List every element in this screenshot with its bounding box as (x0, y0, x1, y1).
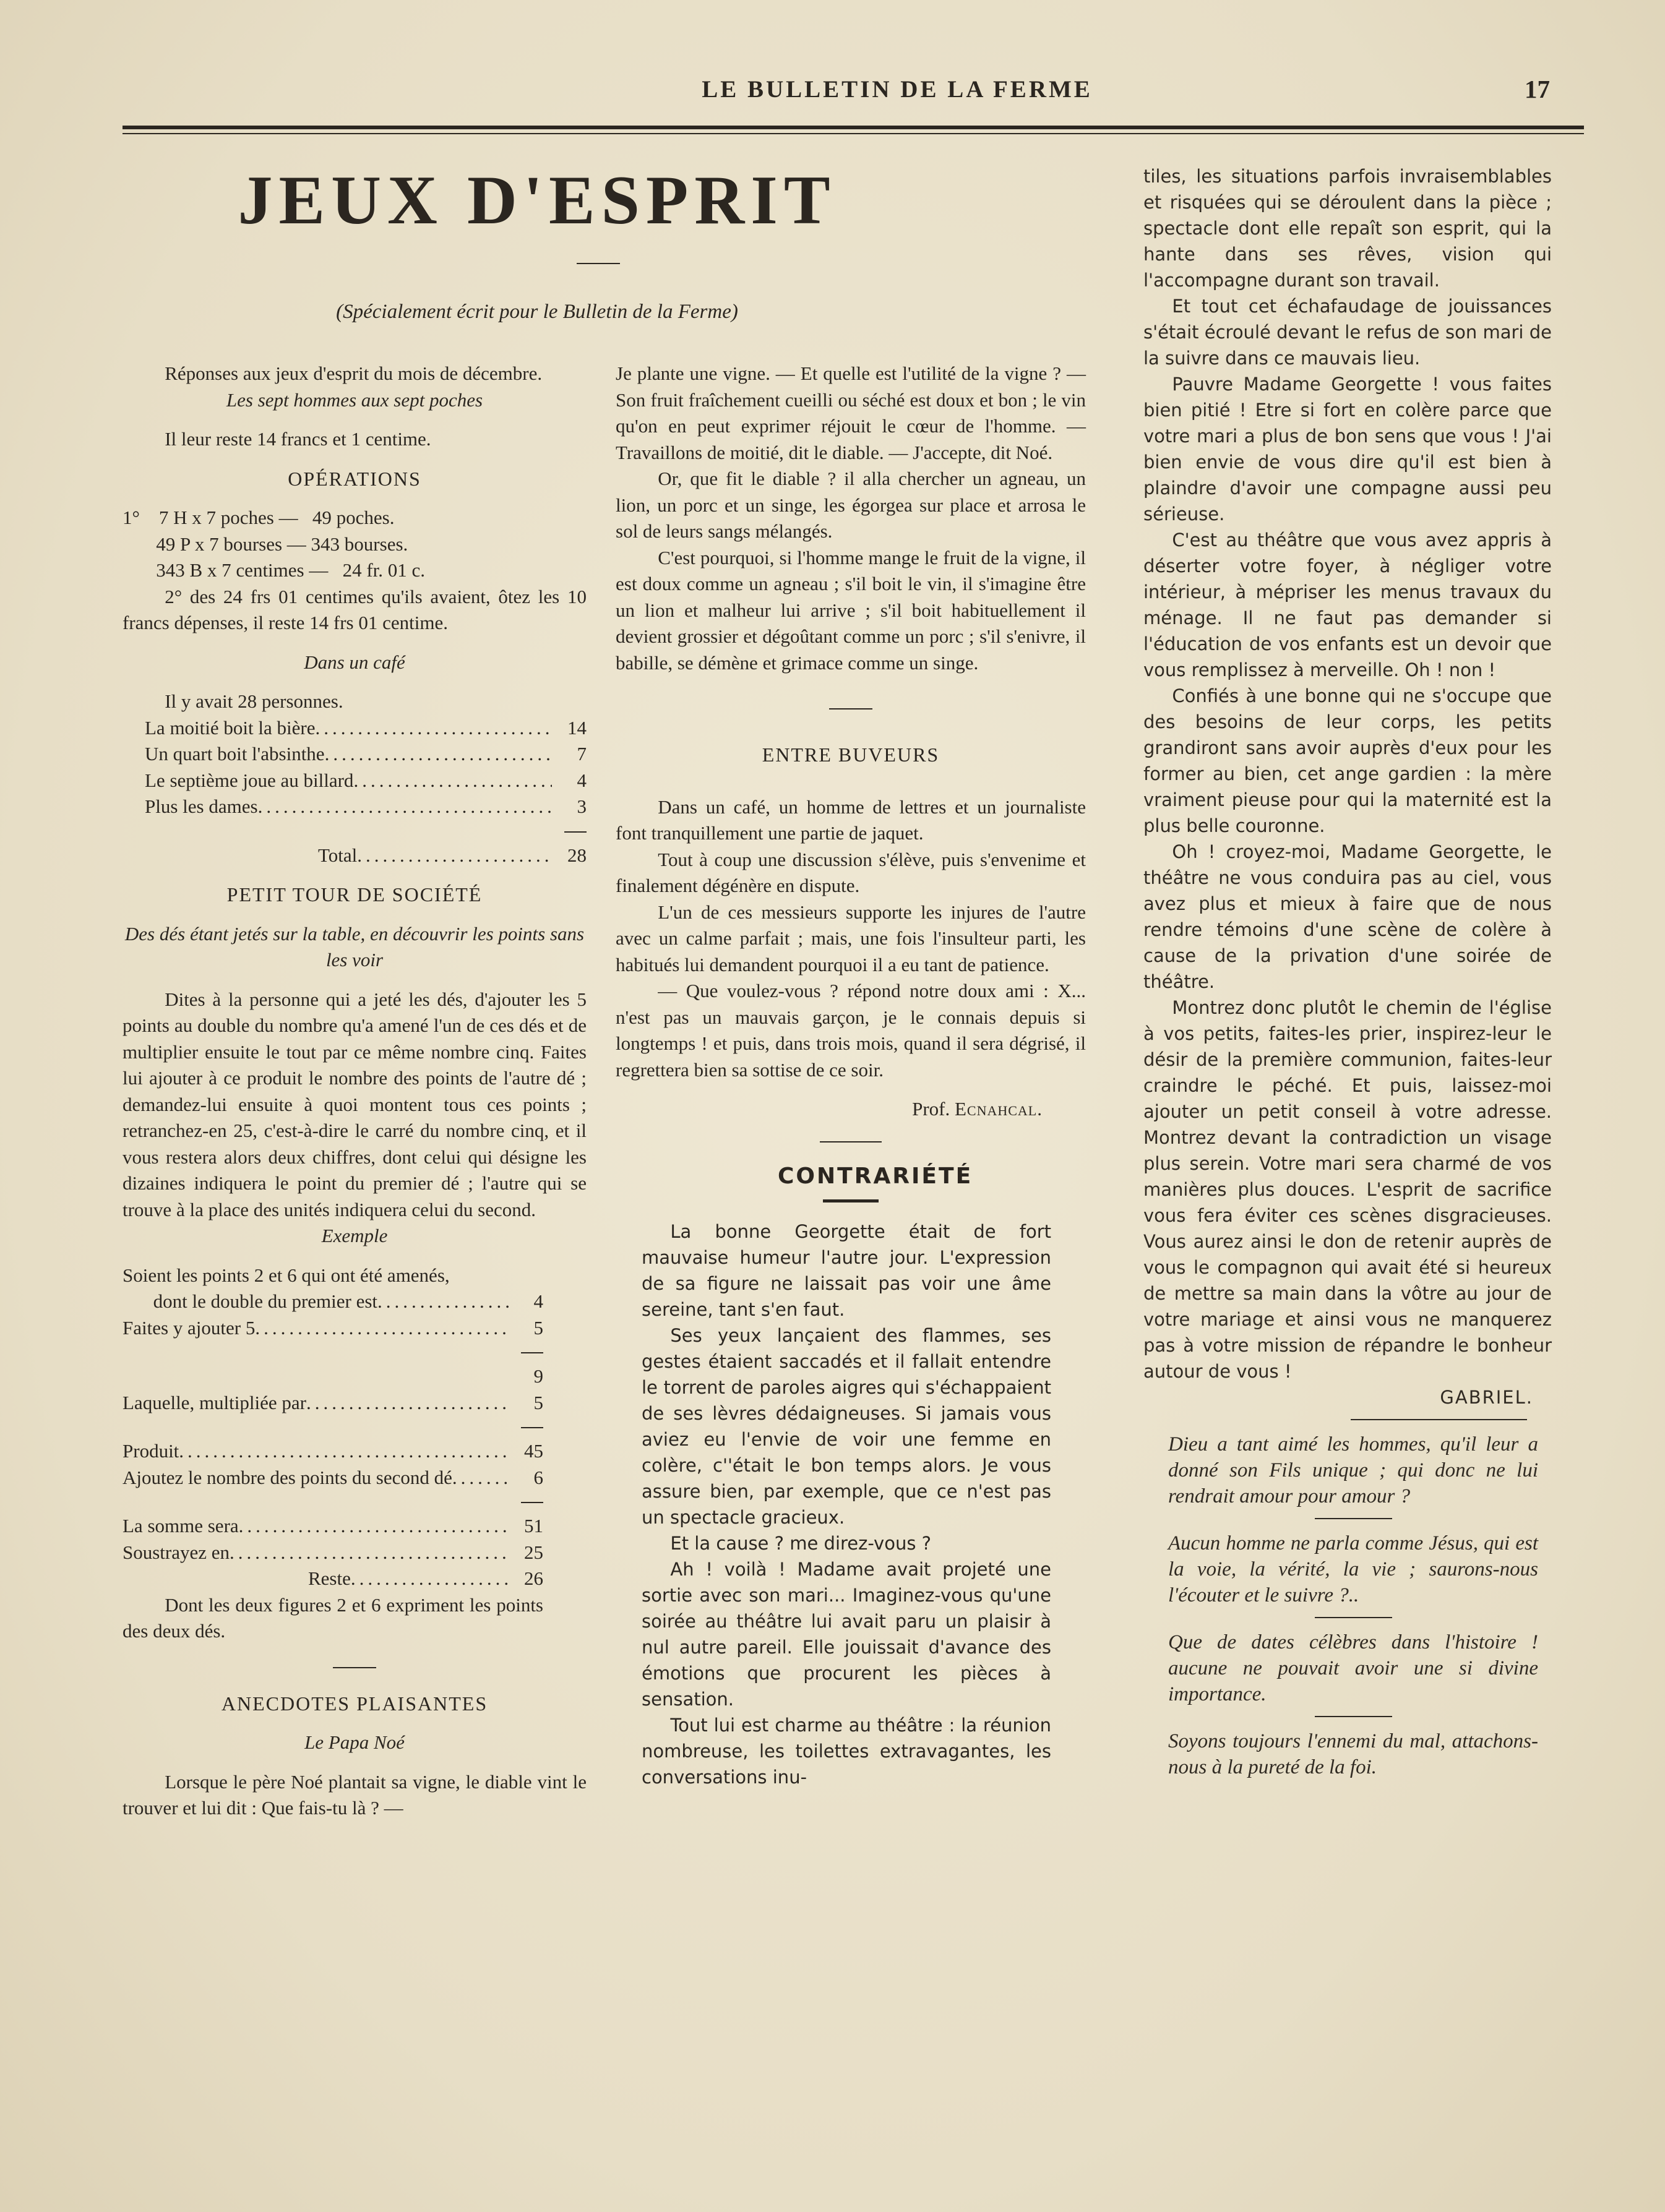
ledger-value: 45 (524, 1440, 543, 1462)
ledger-value: 25 (524, 1541, 543, 1563)
spacer (123, 492, 587, 505)
spacer (616, 768, 1086, 794)
ledger-value: 14 (567, 716, 587, 739)
contrariete-continued: Pauvre Madame Georgette ! vous faites bien pitié ! Etre si fort en colère parce que votre mari a plus de bon sens que vous ! J'ai bien envie de vous dire qu'il est bien à plaindre d'avoir une compagne aussi peu sérieuse. (1143, 374, 1552, 525)
buveurs-heading: ENTRE BUVEURS (762, 744, 940, 766)
contrariete-continued: Confiés à une bonne qui ne s'occupe que des besoins de leur corps, les petits grandiront sans avoir auprès d'eux pour les former au bien, cet ange gardien : la mère vraiment pieuse pour qui la maternité est la plus belle couronne. (1143, 685, 1552, 836)
quote: Aucun homme ne parla comme Jésus, qui est la voie, la vérité, la vie ; saurons-nous l'écouter et le suivre ?.. (1168, 1532, 1538, 1606)
heading-underline (823, 1199, 879, 1202)
contrariete-paragraph: Ah ! voilà ! Madame avait projeté une sortie avec son mari... Imaginez-vous qu'une soirée au théâtre lui avait paru un plaisir à nul autre pareil. Elle jouissait d'avance des émotions que procurent les pièces à sensation. (642, 1559, 1051, 1710)
contrariete-paragraph: Et la cause ? me direz-vous ? (670, 1533, 932, 1554)
pious-quotes (1143, 1431, 1552, 1780)
ledger-label: Total (318, 844, 358, 866)
section-divider (820, 1141, 882, 1142)
ledger-value: 4 (577, 769, 587, 791)
ledger-label: La moitié boit la bière (145, 716, 316, 739)
ledger-label: Un quart boit l'absinthe (145, 743, 325, 765)
quote: Que de dates célèbres dans l'histoire ! aucune ne pouvait avoir une si divine importance. (1168, 1631, 1538, 1705)
masthead-byline: (Spécialement écrit pour le Bulletin de la Ferme) (336, 301, 738, 323)
quote-divider (1315, 1518, 1392, 1519)
ledger-row (123, 1363, 543, 1390)
author-credit (616, 1096, 1086, 1123)
cafe-intro: Il y avait 28 personnes. (165, 690, 343, 712)
quote: Soyons toujours l'ennemi du mal, attachons-nous à la pureté de la foi. (1168, 1730, 1538, 1778)
author-signature: GABRIEL. (1440, 1387, 1533, 1408)
anecdote-continued-3: C'est pourquoi, si l'homme mange le fruit de la vigne, il est doux comme un agneau ; s'il boit le vin, il s'imagine être un lion et malheur lui arrive ; s'il boit habituellement il devient grossier et dégoûtant comme un porc ; s'il s'enivre, il babille, se démène et grimace comme un singe. (616, 546, 1086, 674)
spacer (123, 868, 587, 881)
buveurs-paragraph: Dans un café, un homme de lettres et un journaliste font tranquillement une partie de jaquet. (616, 795, 1086, 844)
answers-intro: Réponses aux jeux d'esprit du mois de décembre. (165, 362, 543, 384)
quote-divider (1315, 1716, 1392, 1717)
ledger-label: Plus les dames (145, 795, 258, 817)
contrariete-continued: Et tout cet échafaudage de jouissances s'était écroulé devant le refus de son mari de la suivre dans ce mauvais lieu. (1143, 296, 1552, 369)
spacer (123, 1250, 587, 1262)
quote: Dieu a tant aimé les hommes, qu'il leur a donné son Fils unique ; qui donc ne lui rendrait amour pour amour ? (1168, 1433, 1538, 1507)
operation-line: 343 B x 7 centimes — 24 fr. 01 c. (123, 559, 426, 581)
ledger-label: Faites y ajouter 5 (123, 1316, 256, 1339)
ledger-label: dont le double du premier est (153, 1290, 378, 1312)
sum-rule (123, 1341, 543, 1363)
column-1 (123, 361, 587, 1822)
sum-rule (123, 1416, 543, 1438)
spacer (123, 974, 587, 987)
page-number: 17 (1525, 75, 1550, 103)
contrariete-paragraph: Ses yeux lançaient des flammes, ses gestes étaient saccadés et il fallait entendre le torrent de paroles aigres qui s'échappaient de ses lèvres dédaigneuses. Si jamais vous aviez eu l'envie de voir une femme en colère, c''était le bon temps alors. Je vous assure bien, par exemple, que ce n'est pas un spectacle gracieux. (642, 1325, 1051, 1528)
header-rule-thick (123, 126, 1584, 129)
operation-line: 49 P x 7 bourses — 343 bourses. (123, 533, 408, 555)
operations-step-2: 2° des 24 frs 01 centimes qu'ils avaient, ôtez les 10 francs dépenses, il reste 14 frs 01 centime. (123, 585, 587, 633)
anecdote-subtitle: Le Papa Noé (304, 1731, 405, 1753)
anecdote-continued-1: Je plante une vigne. — Et quelle est l'utilité de la vigne ? — Son fruit fraîchement cueilli ou séché est doux et bon ; le vin qu'on en peut exprimer réjouit le cœur de l'homme. — Travaillons de moitié, dit le diable. — J'accepte, dit Noé. (616, 362, 1086, 463)
ledger-row (145, 715, 587, 742)
ledger-row (123, 1540, 543, 1566)
anecdote-body: Lorsque le père Noé plantait sa vigne, le diable vint le trouver et lui dit : Que fais-tu là ? — (123, 1770, 587, 1819)
ledger-label: La somme sera (123, 1515, 239, 1537)
buveurs-paragraph: Tout à coup une discussion s'élève, puis s'envenime et finalement dégénère en dispute. (616, 848, 1086, 896)
ledger-value: 6 (533, 1466, 543, 1488)
ledger-row (145, 741, 587, 768)
spacer (616, 1083, 1086, 1096)
tour-heading: PETIT TOUR DE SOCIÉTÉ (226, 883, 483, 906)
operations-heading: OPÉRATIONS (288, 467, 421, 490)
ledger-value: 4 (533, 1290, 543, 1312)
contrariete-body (616, 1219, 1086, 1790)
masthead-title: JEUX D'ESPRIT (238, 162, 837, 239)
ledger-label: Produit (123, 1440, 179, 1462)
ledger-value: 28 (567, 844, 587, 866)
column-2 (616, 361, 1086, 1790)
operations-list (123, 505, 587, 584)
ledger-value: 51 (524, 1515, 543, 1537)
column-3 (1143, 163, 1552, 1780)
example-intro: Soient les points 2 et 6 qui ont été amenés, (123, 1264, 450, 1286)
sum-rule (123, 1491, 543, 1513)
ledger-label: Soustrayez en (123, 1541, 230, 1563)
ledger-row (123, 1566, 543, 1592)
ledger-label: Ajoutez le nombre des points du second dé (123, 1466, 452, 1488)
contrariete-continued: tiles, les situations parfois invraisemblables et risquées qui se déroulent dans la pièce ; spectacle dont elle repaît son esprit, qui la hante dans ses rêves, vision qui l'accompagne durant son travail. (1143, 166, 1552, 291)
ledger-value: 3 (577, 795, 587, 817)
anecdotes-heading: ANECDOTES PLAISANTES (221, 1692, 488, 1715)
ledger-row (123, 1288, 543, 1315)
ledger-row (123, 1513, 543, 1540)
buveurs-paragraph: L'un de ces messieurs supporte les injures de l'autre avec un calme parfait ; mais, une fois l'insulteur parti, les habitués lui demandent pourquoi il a eu tant de patience. (616, 901, 1086, 975)
ledger-value: 7 (577, 743, 587, 765)
cafe-ledger (123, 715, 587, 869)
ledger-label: Reste (308, 1567, 351, 1589)
section-divider (333, 1667, 376, 1668)
ledger-total-row (145, 842, 587, 869)
ledger-value: 9 (533, 1365, 543, 1387)
ledger-row (145, 794, 587, 820)
contrariete-paragraph: Tout lui est charme au théâtre : la réunion nombreuse, les toilettes extravagantes, les conversations inu- (642, 1715, 1051, 1788)
spacer (123, 1717, 587, 1730)
ledger-value: 5 (533, 1391, 543, 1413)
spacer (123, 1756, 587, 1769)
ledger-row (123, 1438, 543, 1465)
ledger-row (123, 1390, 543, 1417)
contrariete-heading: CONTRARIÉTÉ (778, 1163, 973, 1189)
tour-body: Dites à la personne qui a jeté les dés, d'ajouter les 5 points au double du nombre qu'a amené l'un de ces dés et de multiplier ensuite le tout par ce même nombre cinq. Faites lui ajouter à ce produit le nombre des points de l'autre dé ; demandez-lui ensuite à quoi montent tous ces points ; retranchez-en 25, c'est-à-dire le carré du nombre cinq, et il vous restera alors deux chiffres, dont celui qui désigne les dizaines indiquera le point du premier dé ; l'autre qui se trouve à la place des unités indiquera celui du second. (123, 988, 587, 1220)
ledger-value: 5 (533, 1316, 543, 1339)
author-prefix: Prof. (912, 1098, 950, 1120)
masthead-rule (577, 263, 620, 264)
quote-divider (1315, 1617, 1392, 1618)
example-ledger (123, 1262, 587, 1592)
puzzle-subtitle-1: Les sept hommes aux sept poches (226, 388, 483, 411)
spacer (123, 908, 587, 921)
contrariete-paragraph: La bonne Georgette était de fort mauvaise humeur l'autre jour. L'expression de sa figure ne laissait pas voir une âme sereine, tant s'en faut. (642, 1221, 1051, 1320)
contrariete-continued: Montrez donc plutôt le chemin de l'église à vos petits, faites-les prier, inspirez-leur le désir de la première communion, faites-leur craindre le péché. Et puis, laissez-moi ajouter un petit conseil à votre adresse. Montrez devant la contradiction un visage plus serein. Votre mari sera charmé de vos manières plus douces. L'esprit de sacrifice vous fera éviter ces scènes disgracieuses. Vous aurez ainsi le don de retenir auprès de vous le compagnon qui avait été si heureux de mettre sa main dans la vôtre au jour de votre mariage et ainsi vous ne manquerez pas à votre mission de répandre le bonheur autour de vous ! (1143, 997, 1552, 1382)
ledger-row (123, 1465, 543, 1491)
contrariete-continued: Oh ! croyez-moi, Madame Georgette, le théâtre ne vous conduira pas au ciel, vous avez plus et mieux à faire que de nous rendre témoins d'une scène de colère à cause de la privation d'une soirée de théâtre. (1143, 841, 1552, 992)
section-divider (829, 708, 872, 709)
example-conclusion: Dont les deux figures 2 et 6 expriment les points des deux dés. (123, 1593, 543, 1642)
ledger-row (145, 768, 587, 794)
sum-rule (145, 820, 587, 842)
spacer (123, 453, 587, 466)
anecdote-continued-2: Or, que fit le diable ? il alla chercher un agneau, un lion, un porc et un singe, les égorgea sur place et arrosa le sol de leurs sangs mélangés. (616, 468, 1086, 542)
ledger-row (123, 1315, 543, 1342)
section-divider (1351, 1419, 1527, 1420)
example-heading: Exemple (321, 1225, 388, 1246)
buveurs-paragraph: — Que voulez-vous ? répond notre doux ami : X... n'est pas un mauvais garçon, je le connais depuis si longtemps ! et puis, dans trois mois, quand il sera dégrisé, il regrettera bien sa sottise de ce soir. (616, 980, 1086, 1081)
header-rule-thin (123, 133, 1584, 134)
tour-subtitle: Des dés étant jetés sur la table, en découvrir les points sans les voir (124, 922, 585, 971)
puzzle-answer-1: Il leur reste 14 francs et 1 centime. (165, 428, 431, 450)
contrariete-continued: C'est au théâtre que vous avez appris à déserter votre foyer, à négliger votre intérieur, à mépriser les menus travaux du ménage. Il ne faut pas demander si l'éducation de vos enfants est un devoir que vous remplissez à merveille. Oh ! non ! (1143, 529, 1552, 680)
spacer (123, 413, 587, 426)
ledger-value: 26 (524, 1567, 543, 1589)
spacer (123, 637, 587, 649)
author-name: Ecnahcal. (954, 1098, 1043, 1120)
operation-line: 1° 7 H x 7 poches — 49 poches. (123, 507, 395, 528)
ledger-label: Le septième joue au billard (145, 769, 354, 791)
ledger-label: Laquelle, multipliée par (123, 1391, 306, 1413)
spacer (123, 675, 587, 688)
puzzle-subtitle-2: Dans un café (304, 651, 405, 673)
running-title: LE BULLETIN DE LA FERME (702, 76, 1093, 103)
